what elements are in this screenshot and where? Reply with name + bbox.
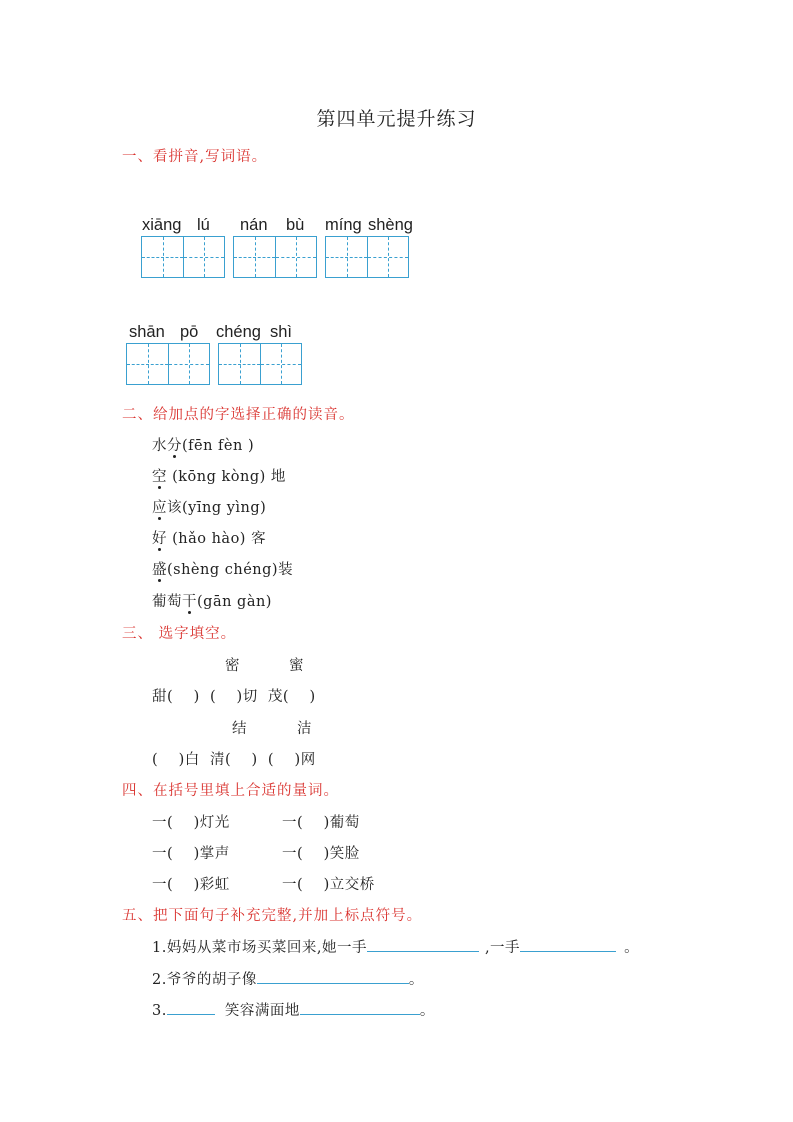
pinyin-po: pō	[180, 323, 199, 341]
pinyin-options[interactable]: (fēn fèn )	[182, 438, 255, 454]
answer-blank[interactable]	[367, 937, 479, 952]
dotted-char: 好	[152, 527, 167, 548]
reading-item	[152, 590, 272, 611]
fill-line-2[interactable]: ( )白 清( ) ( )网	[152, 752, 316, 768]
pinyin-cheng: chéng	[216, 323, 261, 341]
item-text: 水	[152, 438, 167, 454]
reading-item	[152, 434, 254, 455]
pinyin-options[interactable]: (kōng kòng) 地	[167, 469, 286, 485]
pinyin-lu: lú	[197, 216, 210, 234]
measure-word-item[interactable]: 一( )掌声	[152, 846, 230, 862]
section-5-heading: 五、把下面句子补充完整,并加上标点符号。	[122, 908, 423, 924]
choice-char: 结	[232, 721, 247, 737]
pinyin-options[interactable]: (shèng chéng)装	[167, 562, 294, 578]
answer-blank[interactable]	[520, 937, 616, 952]
writing-grid-shanpo[interactable]	[126, 343, 210, 385]
measure-word-item[interactable]: 一( )立交桥	[282, 877, 375, 893]
reading-item	[152, 558, 293, 579]
pinyin-options[interactable]: 该(yīng yìng)	[167, 500, 267, 516]
pinyin-xiang: xiāng	[142, 216, 182, 234]
item-text: 葡萄	[152, 594, 182, 610]
sentence-text: 。	[624, 940, 640, 956]
dotted-char: 干	[182, 590, 197, 611]
pinyin-shan: shān	[129, 323, 165, 341]
writing-grid-chengshi[interactable]	[218, 343, 302, 385]
measure-word-item[interactable]: 一( )笑脸	[282, 846, 360, 862]
pinyin-shi: shì	[270, 323, 293, 341]
pinyin-options[interactable]: (hǎo hào) 客	[167, 531, 267, 547]
sentence-text: 。	[419, 1003, 435, 1019]
choice-char: 洁	[297, 721, 312, 737]
sentence-2	[152, 968, 424, 989]
sentence-3	[152, 999, 435, 1020]
sentence-text: 。	[408, 972, 424, 988]
sentence-1	[152, 936, 639, 957]
answer-blank[interactable]	[257, 969, 409, 984]
sentence-text: ,一手	[484, 940, 521, 956]
pinyin-sheng: shèng	[368, 216, 413, 234]
section-1-heading: 一、看拼音,写词语。	[122, 149, 268, 165]
reading-item	[152, 465, 286, 486]
section-2-heading: 二、给加点的字选择正确的读音。	[122, 407, 355, 423]
reading-item	[152, 527, 266, 548]
sentence-text: 笑容满面地	[224, 1003, 300, 1019]
measure-word-item[interactable]: 一( )彩虹	[152, 877, 230, 893]
reading-item	[152, 496, 266, 517]
choice-char: 蜜	[289, 658, 304, 674]
sentence-text: 1.妈妈从菜市场买菜回来,她一手	[152, 940, 367, 956]
answer-blank[interactable]	[300, 1000, 420, 1015]
sentence-text: 3.	[152, 1003, 167, 1019]
answer-blank[interactable]	[167, 1000, 215, 1015]
choice-char: 密	[225, 658, 240, 674]
dotted-char: 分	[167, 434, 182, 455]
writing-grid-nanbu[interactable]	[233, 236, 317, 278]
pinyin-nan: nán	[240, 216, 268, 234]
measure-word-item[interactable]: 一( )灯光	[152, 815, 230, 831]
pinyin-bu: bù	[286, 216, 305, 234]
writing-grid-xianglu[interactable]	[141, 236, 225, 278]
dotted-char: 空	[152, 465, 167, 486]
dotted-char: 应	[152, 496, 167, 517]
page-title: 第四单元提升练习	[316, 108, 477, 130]
writing-grid-mingsheng[interactable]	[325, 236, 409, 278]
section-3-heading: 三、 选字填空。	[122, 626, 237, 642]
pinyin-options[interactable]: (gān gàn)	[197, 594, 272, 610]
pinyin-ming: míng	[325, 216, 362, 234]
dotted-char: 盛	[152, 558, 167, 579]
section-4-heading: 四、在括号里填上合适的量词。	[122, 783, 339, 799]
measure-word-item[interactable]: 一( )葡萄	[282, 815, 360, 831]
sentence-text: 2.爷爷的胡子像	[152, 972, 257, 988]
fill-line-1[interactable]: 甜( ) ( )切 茂( )	[152, 689, 316, 705]
